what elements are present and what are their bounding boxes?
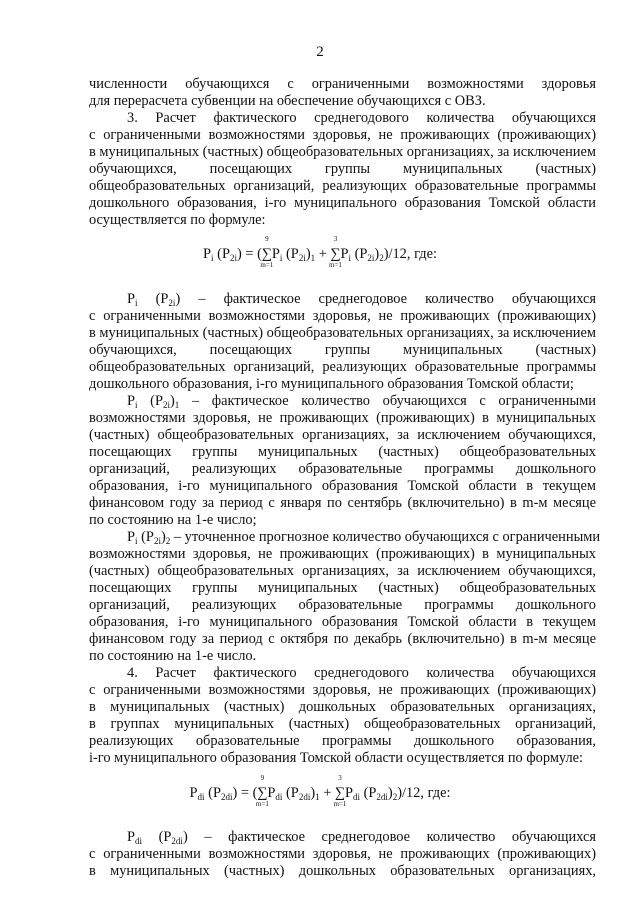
sigma-sign: 9 ∑ m=1 bbox=[260, 235, 274, 269]
text-line: общеобразовательных организаций, реализующих образовательные программы bbox=[89, 178, 596, 194]
text-line: для перерасчета субвенции на обеспечение обучающихся с ОВЗ. bbox=[89, 93, 486, 109]
formula-1: $P_i$ $(P_{2i})$ = ( 9 ∑ m=1 $P_i$ $(P_{2i})_1$ + 3 ∑ m=1 $P_i$ $(P_{2i})_2)/12$, где: bbox=[203, 235, 437, 269]
text-line: 3. Расчет фактического среднегодового количества обучающихся bbox=[127, 110, 596, 126]
text-line: организаций, реализующих образовательные программы дошкольного bbox=[89, 597, 596, 613]
text-line: обучающихся, посещающих группы муниципальных (частных) bbox=[89, 342, 596, 358]
text-line: организаций, реализующих образовательные программы дошкольного bbox=[89, 461, 596, 477]
text-line: с ограниченными возможностями здоровья, не проживающих (проживающих) bbox=[89, 127, 596, 143]
text-line: обучающихся, посещающих группы муниципальных (частных) bbox=[89, 161, 596, 177]
text-line: с ограниченными возможностями здоровья, не проживающих (проживающих) bbox=[89, 846, 596, 862]
text-line: возможностями здоровья, не проживающих (проживающих) в муниципальных bbox=[89, 410, 596, 426]
sigma-sign: 9 ∑ m=1 bbox=[255, 774, 269, 808]
text-line: посещающих группы муниципальных (частных) общеобразовательных bbox=[89, 444, 596, 460]
text-line: образования, i-го муниципального образования Томской области в текущем bbox=[89, 614, 596, 630]
text-line: в муниципальных (частных) общеобразовательных организациях, за исключением bbox=[89, 325, 596, 341]
text-line: (частных) общеобразовательных организациях, за исключением обучающихся, bbox=[89, 563, 596, 579]
text-line: 4. Расчет фактического среднегодового количества обучающихся bbox=[127, 665, 596, 681]
text-line: дошкольного образования, i-го муниципального образования Томской области bbox=[89, 195, 596, 211]
text-line: в группах муниципальных (частных) общеобразовательных организаций, bbox=[89, 716, 596, 732]
definition-line: $P_{di}$ $(P_{2di})$ – фактическое среднегодовое количество обучающихся bbox=[127, 829, 597, 846]
text-line: финансовом году за период с января по сентябрь (включительно) в m-м месяце bbox=[89, 495, 596, 511]
definition-line: $P_i$ $(P_{2i})_2$ – уточненное прогнозное количество обучающихся с ограниченными bbox=[127, 529, 601, 546]
text-line: по состоянию на 1-е число; bbox=[89, 512, 257, 528]
sigma-sign: 3 ∑ m=1 bbox=[333, 774, 347, 808]
text-line: по состоянию на 1-е число. bbox=[89, 648, 257, 664]
text-line: реализующих образовательные программы дошкольного образования, bbox=[89, 733, 596, 749]
text-line: с ограниченными возможностями здоровья, не проживающих (проживающих) bbox=[89, 682, 596, 698]
text-line: осуществляется по формуле: bbox=[89, 212, 266, 228]
text-line: общеобразовательных организаций, реализующих образовательные программы bbox=[89, 359, 596, 375]
text-line: в муниципальных (частных) дошкольных образовательных организациях, bbox=[89, 699, 596, 715]
text-line: численности обучающихся с ограниченными возможностями здоровья bbox=[89, 76, 596, 92]
page-number: 2 bbox=[316, 44, 324, 60]
sigma-sign: 3 ∑ m=1 bbox=[328, 235, 342, 269]
text-line: посещающих группы муниципальных (частных) общеобразовательных bbox=[89, 580, 596, 596]
text-line: возможностями здоровья, не проживающих (проживающих) в муниципальных bbox=[89, 546, 596, 562]
text-line: финансовом году за период с октября по декабрь (включительно) в m-м месяце bbox=[89, 631, 596, 647]
text-line: i-го муниципального образования Томской области осуществляется по формуле: bbox=[89, 750, 584, 766]
formula-2: $P_{di}$ $(P_{2di})$ = ( 9 ∑ m=1 $P_{di}$ $(P_{2di})_1$ + 3 ∑ m=1 $P_{di}$ $(P_{2di})_2)/12$, где: bbox=[189, 774, 451, 808]
text-line: дошкольного образования, i-го муниципального образования Томской области; bbox=[89, 376, 574, 392]
text-line: образования, i-го муниципального образования Томской области в текущем bbox=[89, 478, 596, 494]
definition-line: $P_i$ $(P_{2i})_1$ – фактическое количество обучающихся с ограниченными bbox=[127, 393, 596, 410]
text-line: (частных) общеобразовательных организациях, за исключением обучающихся, bbox=[89, 427, 596, 443]
definition-line: $P_i$ $(P_{2i})$ – фактическое среднегодовое количество обучающихся bbox=[127, 291, 597, 308]
text-line: с ограниченными возможностями здоровья, не проживающих (проживающих) bbox=[89, 308, 596, 324]
text-line: в муниципальных (частных) дошкольных образовательных организациях, bbox=[89, 863, 596, 879]
text-line: в муниципальных (частных) общеобразовательных организациях, за исключением bbox=[89, 144, 596, 160]
